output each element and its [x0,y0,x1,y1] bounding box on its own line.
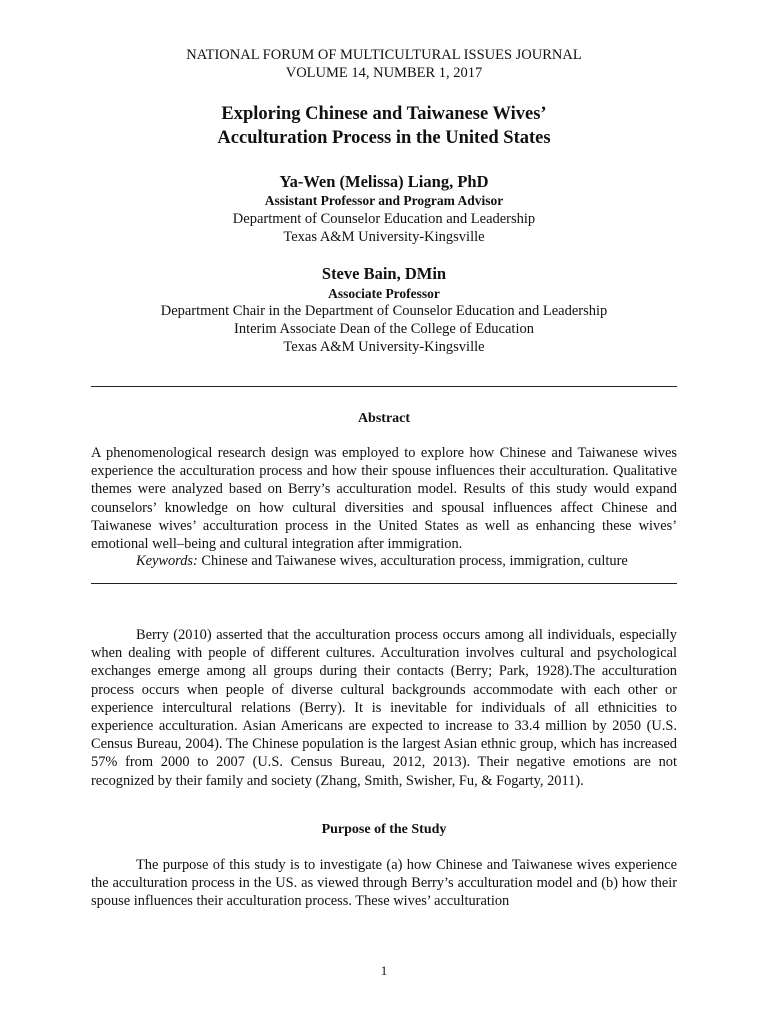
abstract-heading: Abstract [357,411,411,426]
abstract-text: A phenomenological research design was employed to explore how Chinese and Taiwanese wives experience the acculturation process and how their spouse influences their acculturation. Qualitative themes were analyzed based on Berry’s acculturation model. Results of this study would expand counselors’ knowledge on how cultural diversities and spousal influences affect Chinese and Taiwanese wives’ acculturation process in the United States as well as enhancing these wives’ emotional well–being and cultural integration after immigration. [91,445,677,553]
keywords-list: Chinese and Taiwanese wives, acculturation process, immigration, culture [197,553,628,569]
author-1-university: Texas A&M University-Kingsville [283,229,485,245]
divider-bottom [91,583,677,584]
author-1-name: Ya-Wen (Melissa) Liang, PhD [279,172,489,191]
author-1-role: Assistant Professor and Program Advisor [264,193,504,208]
author-2-name: Steve Bain, DMin [321,264,447,283]
purpose-heading: Purpose of the Study [321,822,447,837]
author-2-role: Associate Professor [328,286,440,301]
keywords-line [136,552,677,570]
intro-paragraph: Berry (2010) asserted that the acculturation process occurs among all individuals, especially when dealing with people of different cultures. Acculturation involves cultural and psychological exchanges emerge among all groups during their contacts (Berry; Park, 1928).The acculturation process occurs when people of diverse cultural backgrounds accommodate with each other or experience intercultural relations (Berry). It is inevitable for individuals of all ethnicities to experience acculturation. Asian Americans are expected to increase to 33.4 million by 2050 (U.S. Census Bureau, 2004). The Chinese population is the largest Asian ethnic group, which has increased 57% from 2000 to 2007 (U.S. Census Bureau, 2012, 2013). Their negative emotions are not recognized by their family and society (Zhang, Smith, Swisher, Fu, & Fogarty, 2011). [91,627,677,789]
paper-title-line-1: Exploring Chinese and Taiwanese Wives’ [221,104,547,124]
divider-top [91,386,677,387]
journal-volume: VOLUME 14, NUMBER 1, 2017 [285,65,483,81]
author-2-dean-role: Interim Associate Dean of the College of Education [234,321,534,337]
keywords-label: Keywords: [136,553,198,569]
paper-title-line-2: Acculturation Process in the United States [217,128,551,148]
author-2-university: Texas A&M University-Kingsville [283,339,485,355]
journal-name: NATIONAL FORUM OF MULTICULTURAL ISSUES JOURNAL [186,47,582,63]
author-1-department: Department of Counselor Education and Leadership [232,211,536,227]
purpose-paragraph: The purpose of this study is to investigate (a) how Chinese and Taiwanese wives experience the acculturation process in the US. as viewed through Berry’s acculturation model and (b) how their spouse influences their acculturation process. These wives’ acculturation [91,857,677,910]
author-2-department: Department Chair in the Department of Counselor Education and Leadership [160,303,608,319]
page-number: 1 [380,963,388,978]
